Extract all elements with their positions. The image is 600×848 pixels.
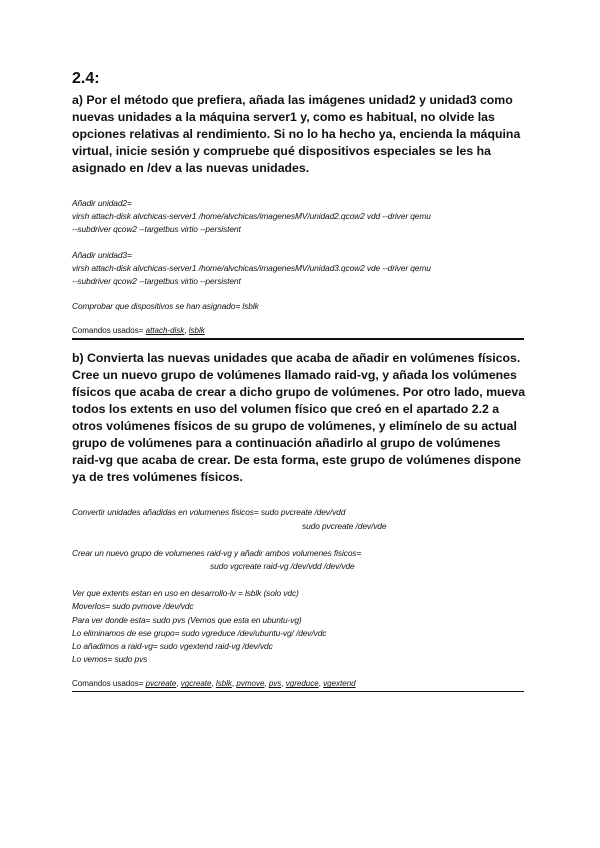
answer-a-block2	[72, 249, 527, 289]
command-link[interactable]: vgextend	[323, 679, 356, 689]
answer-b-steps	[72, 587, 527, 666]
command-link[interactable]: pvcreate	[145, 679, 177, 689]
answer-line: Comprobar que dispositivos se han asignado= lsblk	[72, 301, 259, 312]
commands-label: Comandos usados=	[72, 326, 144, 336]
command-link[interactable]: lsblk	[188, 326, 205, 336]
answer-a-block1	[72, 197, 527, 237]
answer-line: sudo vgcreate raid-vg /dev/vdd /dev/vde	[210, 561, 355, 572]
answer-a-check	[72, 300, 527, 313]
commands-used-b: Comandos usados= pvcreate, vgcreate, lsblk, pvmove, pvs, vgreduce, vgextend	[72, 679, 356, 689]
command-link[interactable]: vgcreate	[180, 679, 212, 689]
answer-line: Añadir unidad3=	[72, 249, 132, 260]
document-page	[72, 70, 527, 692]
answer-line: Lo vemos= sudo pvs	[72, 654, 148, 665]
commands-label: Comandos usados=	[72, 679, 144, 689]
commands-used-a: Comandos usados= attach-disk, lsblk	[72, 326, 205, 336]
command-link[interactable]: lsblk	[215, 679, 232, 689]
section-heading: 2.4:	[72, 70, 100, 87]
divider	[72, 691, 524, 692]
answer-line: Ver que extents estan en uso en desarrollo-lv = lsblk (solo vdc)	[72, 588, 299, 599]
answer-line: Para ver donde esta= sudo pvs (Vemos que esta en ubuntu-vg)	[72, 614, 302, 625]
command-link[interactable]: pvmove	[236, 679, 265, 689]
answer-b-create	[72, 547, 527, 573]
question-b: b) Convierta las nuevas unidades que acaba de añadir en volúmenes físicos. Cree un nuevo grupo de volúmenes llamado raid-vg, y añada los volúmenes físicos que acaba de crear a dicho grupo de volúmenes. Por otro lado, mueva todos los extents en uso del volumen físico que creó en el apartado 2.2 a otros volúmenes físicos de su grupo de volúmenes, y elimínelo de su actual grupo de volúmenes para a continuación añadirlo al grupo de volúmenes raid-vg que acaba de crear. De esta forma, este grupo de volúmenes dispone ya de tres volúmenes físicos.	[72, 351, 526, 485]
answer-line: Lo eliminamos de ese grupo= sudo vgreduce /dev/ubuntu-vg/ /dev/vdc	[72, 627, 327, 638]
answer-b-convert	[72, 506, 527, 532]
answer-line: Convertir unidades añadidas en volumenes fisicos= sudo pvcreate /dev/vdd	[72, 507, 346, 518]
answer-line: --subdriver qcow2 --targetbus virtio --persistent	[72, 224, 241, 235]
answer-line: --subdriver qcow2 --targetbus virtio --persistent	[72, 276, 241, 287]
command-link[interactable]: attach-disk	[145, 326, 185, 336]
answer-line: Añadir unidad2=	[72, 198, 132, 208]
command-link[interactable]: vgreduce	[285, 679, 319, 689]
answer-line: Lo añadimos a raid-vg= sudo vgextend raid-vg /dev/vdc	[72, 641, 273, 652]
answer-line: virsh attach-disk alvchicas-server1 /home/alvchicas/imagenesMV/unidad3.qcow2 vde --driver qemu	[72, 262, 431, 273]
question-a: a) Por el método que prefiera, añada las imágenes unidad2 y unidad3 como nuevas unidades a la máquina server1 y, como es habitual, no olvide las opciones relativas al rendimiento. Si no lo ha hecho ya, encienda la máquina virtual, inicie sesión y compruebe qué dispositivos especiales se les ha asignado en /dev a las nuevas unidades.	[72, 93, 521, 175]
answer-line: sudo pvcreate /dev/vde	[302, 520, 387, 531]
answer-line: Crear un nuevo grupo de volumenes raid-vg y añadir ambos volumenes fisicos=	[72, 547, 362, 558]
command-link[interactable]: pvs	[268, 679, 282, 689]
answer-line: virsh attach-disk alvchicas-server1 /home/alvchicas/imagenesMV/unidad2.qcow2 vdd --driver qemu	[72, 211, 431, 222]
answer-line: Moverlos= sudo pvmove /dev/vdc	[72, 601, 194, 612]
